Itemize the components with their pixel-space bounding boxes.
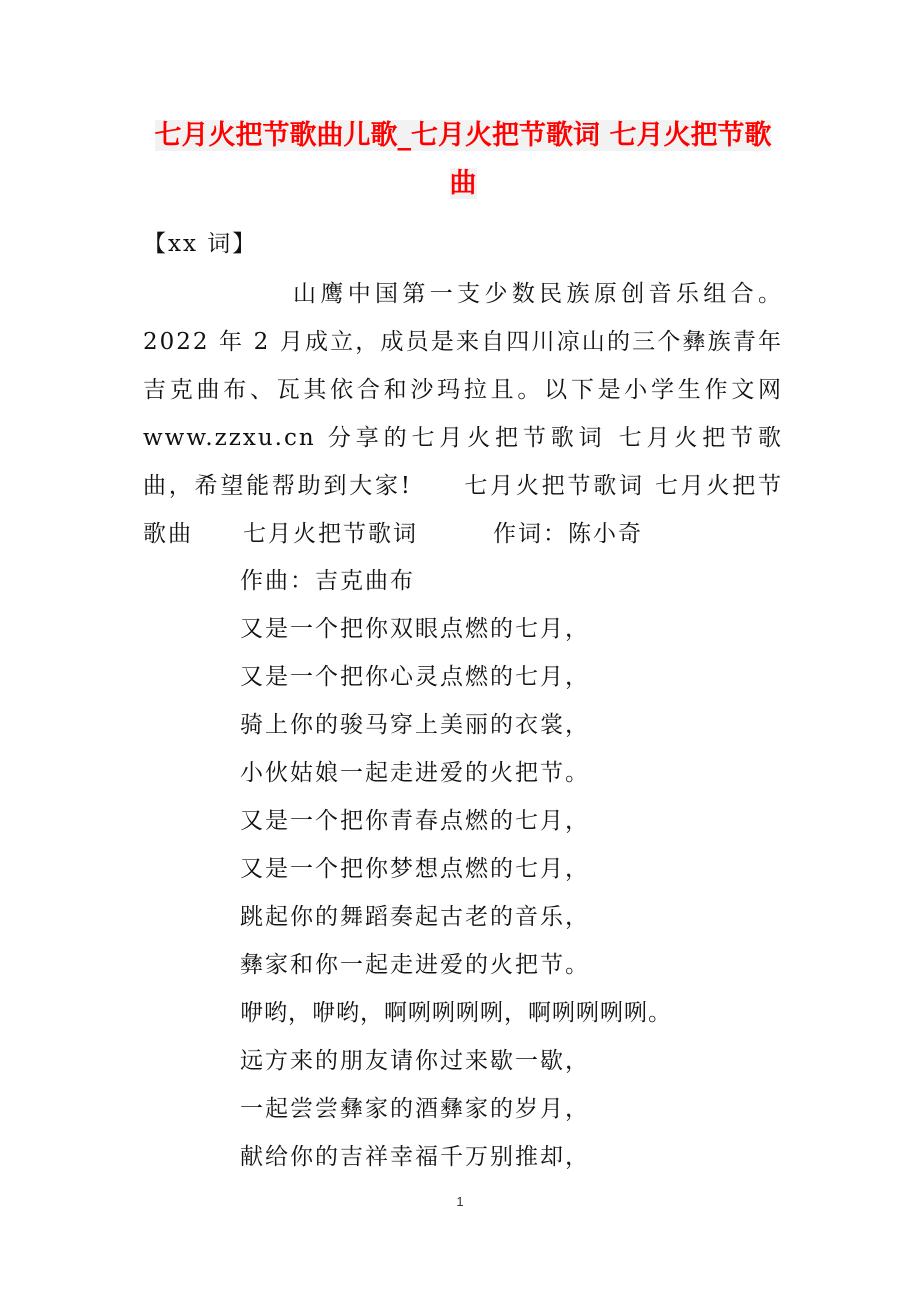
lyric-line-12: 献给你的吉祥幸福千万别推却， [240,1144,590,1170]
document-title [138,112,788,208]
title-line-1: 七月火把节歌曲儿歌_七月火把节歌词 七月火把节歌 [154,120,772,151]
lyric-line-10: 远方来的朋友请你过来歇一歇， [240,1048,590,1074]
lyric-line-1: 又是一个把你双眼点燃的七月， [240,616,590,642]
lyric-line-11: 一起尝尝彝家的酒彝家的岁月， [240,1096,590,1122]
lyric-line-7: 跳起你的舞蹈奏起古老的音乐， [240,904,590,930]
intro-paragraph: 山鹰中国第一支少数民族原创音乐组合。2022 年 2 月成立，成员是来自四川凉山的三个彝族青年吉克曲布、瓦其依合和沙玛拉且。以下是小学生作文网 www.zzxu.cn 分享的七月火把节歌词 七月火把节歌曲，希望能帮助到大家! 七月火把节歌词 七月火把节歌曲 七月火把节歌词 作词：陈小奇 [143,281,783,547]
page-number: 1 [456,1194,464,1209]
lyric-line-9: 咿哟，咿哟，啊咧咧咧咧，啊咧咧咧咧。 [240,1000,672,1026]
lyric-line-2: 又是一个把你心灵点燃的七月， [240,664,590,690]
lyric-line-6: 又是一个把你梦想点燃的七月， [240,856,590,882]
lyric-line-4: 小伙姑娘一起走进爱的火把节。 [240,760,590,786]
title-line-2: 曲 [449,168,477,199]
lyric-line-3: 骑上你的骏马穿上美丽的衣裳， [240,712,590,738]
lyric-line-5: 又是一个把你青春点燃的七月， [240,808,590,834]
composer-credit: 作曲：吉克曲布 [240,568,415,594]
lyricist-tag: 【xx 词】 [143,231,258,257]
lyric-line-8: 彝家和你一起走进爱的火把节。 [240,952,590,978]
